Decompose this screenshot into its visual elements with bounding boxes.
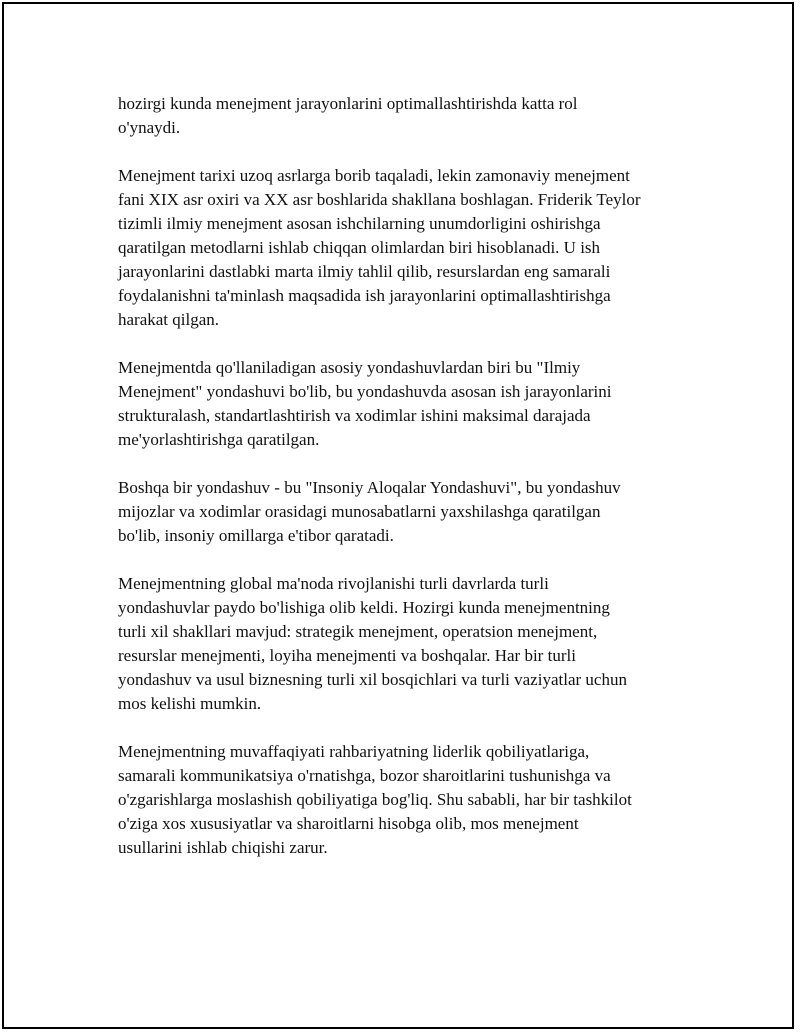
paragraph-1: hozirgi kunda menejment jarayonlarini optimallashtirishda katta rol o'ynaydi.	[118, 94, 578, 137]
paragraph-3: Menejmentda qo'llaniladigan asosiy yondashuvlardan biri bu "Ilmiy Menejment" yondashuvi bo'lib, bu yondashuvda asosan ish jarayonlarini strukturalash, standartlashtirish va xodimlar ishini maksimal darajada me'yorlashtirishga qaratilgan.	[118, 358, 612, 449]
paragraph-5: Menejmentning global ma'noda rivojlanishi turli davrlarda turli yondashuvlar paydo bo'lishiga olib keldi. Hozirgi kunda menejmentning turli xil shakllari mavjud: strategik menejment, operatsion menejment, resurslar menejmenti, loyiha menejmenti va boshqalar. Har bir turli yondashuv va usul biznesning turli xil bosqichlari va turli vaziyatlar uchun mos kelishi mumkin.	[118, 574, 627, 713]
document-body	[118, 92, 698, 884]
paragraph-2: Menejment tarixi uzoq asrlarga borib taqaladi, lekin zamonaviy menejment fani XIX asr oxiri va XX asr boshlarida shakllana boshlagan. Friderik Teylor tizimli ilmiy menejment asosan ishchilarning unumdorligini oshirishga qaratilgan metodlarni ishlab chiqqan olimlardan biri hisoblanadi. U ish jarayonlarini dastlabki marta ilmiy tahlil qilib, resurslardan eng samarali foydalanishni ta'minlash maqsadida ish jarayonlarini optimallashtirishga harakat qilgan.	[118, 166, 641, 329]
paragraph-4: Boshqa bir yondashuv - bu "Insoniy Aloqalar Yondashuvi", bu yondashuv mijozlar va xodimlar orasidagi munosabatlarni yaxshilashga qaratilgan bo'lib, insoniy omillarga e'tibor qaratadi.	[118, 478, 621, 545]
paragraph-6: Menejmentning muvaffaqiyati rahbariyatning liderlik qobiliyatlariga, samarali kommunikatsiya o'rnatishga, bozor sharoitlarini tushunishga va o'zgarishlarga moslashish qobiliyatiga bog'liq. Shu sababli, har bir tashkilot o'ziga xos xususiyatlar va sharoitlarni hisobga olib, mos menejment usullarini ishlab chiqishi zarur.	[118, 742, 632, 857]
